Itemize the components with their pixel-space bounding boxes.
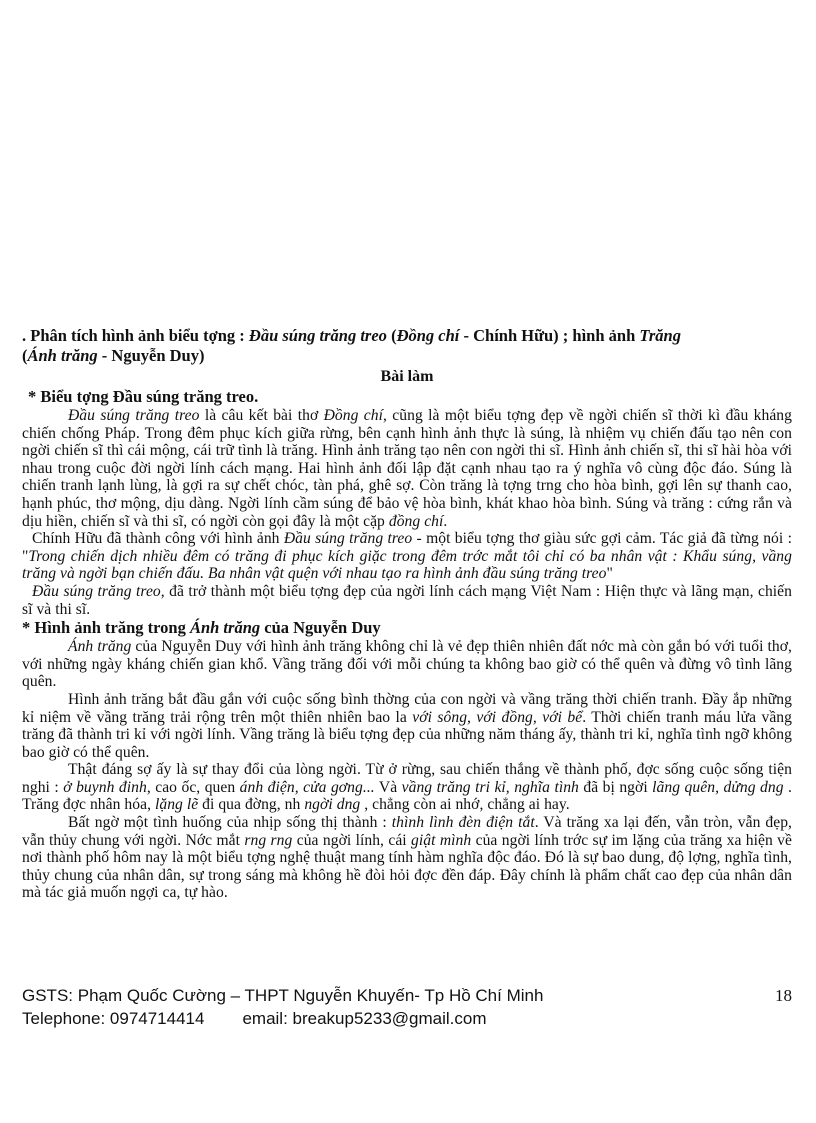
section-heading-1: * Biểu tợng Đầu súng trăng treo. — [28, 387, 259, 406]
text-run: của ngời lính trớc sự im lặng của trăng xa hiện về nơi thành phố hôm nay là một biểu tợng nghệ thuật mang tính hàm nghĩa độc đáo. Đó là sự bao dung, độ lợng, nghĩa tình, thủy chung của nhân dân, sự trong sáng mà không hề đòi hỏi đợc đền đáp. Đây chính là phẩm chất cao đẹp của nhân dân mà tác giả muốn ngợi ca, tự hào. — [22, 831, 793, 902]
page-number: 18 — [775, 986, 792, 1005]
text-run: Hình ảnh trăng bắt đầu gắn với cuộc sống bình thờng của con ngời và vầng trăng thời chiến tranh. Đầy ắp những kỉ niệm về vầng trăng trải rộng trên một thiên nhiên bao la — [22, 690, 792, 726]
paragraph — [22, 530, 792, 583]
text-run: * Hình ảnh trăng trong — [22, 618, 190, 638]
italic-phrase: Đồng chí — [323, 407, 384, 424]
text-run: của Nguyễn Duy — [260, 618, 381, 638]
italic-phrase: Ánh trăng — [189, 618, 261, 638]
footer-phone: Telephone: 0974714414 — [22, 1009, 205, 1028]
italic-phrase: rng rng — [244, 831, 293, 849]
page-footer — [22, 984, 792, 1030]
text-run: Và — [374, 778, 402, 796]
quote: Trong chiến dịch nhiều đêm có trăng đi phục kích giặc trong đêm trớc mắt tôi chỉ có ba nhân vật : Khẩu súng, vầng trăng và ngời bạn chiến đấu. Ba nhân vật quện với nhau tạo ra hình ảnh đầu súng trăng treo — [22, 547, 792, 583]
text-run: " — [606, 565, 613, 583]
paragraph — [22, 407, 792, 530]
question-heading — [22, 326, 792, 366]
paragraph — [22, 638, 792, 691]
italic-phrase: ngời dng — [304, 796, 361, 814]
italic-phrase: đồng chí — [388, 512, 444, 530]
italic-phrase: ánh điện, cửa gơng... — [239, 778, 375, 796]
section-heading-2 — [22, 618, 792, 638]
paragraph — [22, 691, 792, 761]
italic-phrase: vầng trăng tri kỉ, nghĩa tình — [401, 778, 579, 796]
text-run: , cao ốc, quen — [146, 778, 240, 796]
text-run: - một biểu tợng thơ giàu sức gợi cảm. Tác giả đã từng nói : " — [22, 530, 792, 565]
question-text: - Chính Hữu) ; hình ảnh — [459, 326, 640, 345]
italic-phrase: giật mình — [411, 831, 472, 849]
question-text: - Nguyễn Duy) — [97, 346, 205, 365]
page-title: Bài làm — [380, 368, 434, 385]
italic-phrase: Ánh trăng — [68, 638, 132, 656]
text-run: Chính Hữu đã thành công với hình ảnh — [32, 530, 284, 548]
document-body — [22, 326, 792, 902]
text-run: của Nguyễn Duy với hình ảnh trăng không chỉ là vẻ đẹp thiên nhiên đất nớc mà còn gắn bó với tuổi thơ, với những ngày kháng chiến gian khổ. Vầng trăng đối với mỗi chúng ta không bao giờ có thể quên và đừng vô tình lãng quên. — [22, 638, 792, 691]
question-poem-image: Đầu súng trăng treo — [248, 326, 387, 345]
text-run: . Thời chiến tranh máu lửa vầng trăng đã thành tri kỉ với ngời lính. Vầng trăng là biểu tợng đẹp của những năm tháng ấy, thành tri kỉ, nghĩa tình ngỡ không bao giờ có thể quên. — [22, 708, 792, 761]
italic-phrase: thình lình đèn điện tắt — [391, 814, 535, 832]
question-text: ( — [22, 346, 28, 365]
footer-email: email: breakup5233@gmail.com — [242, 1009, 487, 1028]
italic-phrase: lãng quên, dửng dng — [652, 778, 784, 796]
text-run: đã bị ngời — [578, 778, 653, 796]
paragraph — [22, 761, 792, 814]
text-run: Bất ngờ một tình huống của nhịp sống thị thành : — [68, 814, 392, 832]
italic-phrase: Đầu súng trăng treo — [68, 407, 200, 424]
question-lead: . Phân tích hình ảnh biểu tợng : — [22, 326, 249, 345]
text-run: là câu kết bài thơ — [199, 407, 324, 424]
text-run: , cũng là một biểu tợng đẹp về ngời chiến sĩ thời kì đầu kháng chiến chống Pháp. Trong đêm phục kích giữa rừng, bên cạnh hình ảnh thực là súng, là nhiệm vụ chiến đấu tạo nên con ngời chiến sĩ thì cái mộng, cái trữ tình là trăng. Hình ảnh trăng tạo nên con ngời thi sĩ. Hình ảnh chiến sĩ, thi sĩ hài hòa với nhau trong cuộc đời ngời lính cách mạng. Hai hình ảnh đối lập đặt cạnh nhau tạo ra ý nghĩa vô cùng độc đáo. Súng là chiến tranh lạnh lùng, là gợi ra sự chết chóc, tàn phá, ghê sợ. Còn trăng là tợng trng cho hòa bình, gợi lên sự thanh cao, hạnh phúc, thơ mộng, dịu dàng. Ngời lính cầm súng để bảo vệ hòa bình, khát khao hòa bình. Súng và trăng : cứng rắn và dịu hiền, chiến sĩ và thi sĩ, có ngời còn gọi đây là một cặp — [22, 407, 792, 530]
text-run: . — [443, 512, 448, 530]
text-run: . Và trăng xa lại đến, vẫn tròn, vẫn đẹp, vẫn thủy chung với ngời. Nớc mắt — [22, 814, 793, 849]
text-run: đi qua đờng, nh — [198, 796, 305, 814]
footer-author: GSTS: Phạm Quốc Cường – THPT Nguyễn Khuyến- Tp Hồ Chí Minh — [22, 986, 544, 1005]
question-text: ( — [386, 326, 397, 345]
italic-phrase: lặng lẽ — [154, 796, 199, 814]
text-run: . Trăng đợc nhân hóa, — [22, 778, 792, 814]
text-run: Thật đáng sợ ấy là sự thay đổi của lòng ngời. Từ ở rừng, sau chiến thắng về thành phố, đợc sống cuộc sống tiện nghi : — [22, 761, 792, 796]
text-run: của ngời lính, cái — [292, 831, 412, 849]
italic-phrase: với sông, với đồng, với bể — [412, 708, 583, 726]
paragraph — [22, 583, 792, 618]
italic-phrase: ở buynh đinh — [63, 778, 147, 796]
text-run: , chẳng còn ai nhớ, chẳng ai hay. — [360, 796, 570, 814]
italic-phrase: Đầu súng trăng treo — [283, 530, 413, 548]
question-moon: Trăng — [639, 326, 681, 345]
text-run: , đã trở thành một biểu tợng đẹp của ngời lính cách mạng Việt Nam : Hiện thực và lãng mạn, chiến sĩ và thi sĩ. — [22, 582, 792, 618]
question-poem-title: Đồng chí — [396, 326, 460, 345]
question-poem-title-2: Ánh trăng — [27, 346, 98, 365]
paragraph — [22, 814, 792, 902]
italic-phrase: Đầu súng trăng treo — [32, 582, 161, 600]
